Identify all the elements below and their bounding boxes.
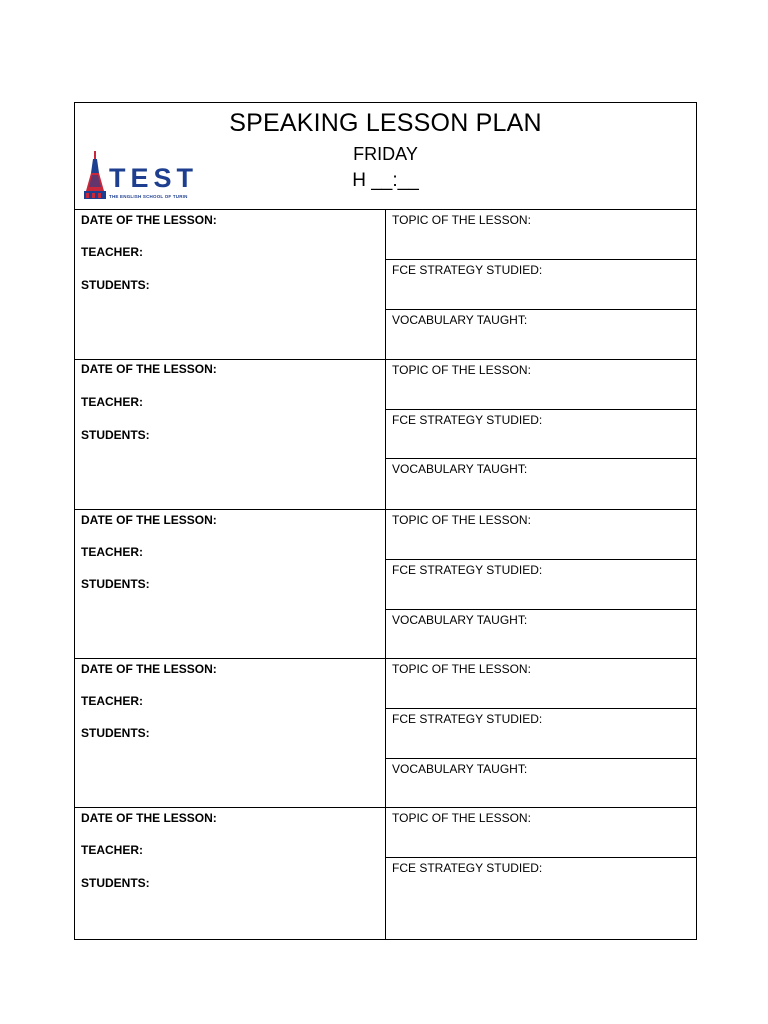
date-label: DATE OF THE LESSON: <box>81 362 217 376</box>
students-label: STUDENTS: <box>81 428 150 442</box>
date-label: DATE OF THE LESSON: <box>81 513 217 527</box>
topic-cell[interactable] <box>386 808 696 858</box>
logo-wordmark: TEST <box>109 163 199 193</box>
strategy-cell[interactable] <box>386 560 696 610</box>
header <box>75 103 696 210</box>
students-label: STUDENTS: <box>81 577 150 591</box>
strategy-cell[interactable] <box>386 410 696 459</box>
vocabulary-cell[interactable] <box>386 459 696 510</box>
strategy-label: FCE STRATEGY STUDIED: <box>392 861 543 875</box>
vocabulary-cell[interactable] <box>386 610 696 659</box>
students-label: STUDENTS: <box>81 876 150 890</box>
lesson-info-cell[interactable] <box>75 510 386 658</box>
vocabulary-label: VOCABULARY TAUGHT: <box>392 462 528 476</box>
topic-cell[interactable] <box>386 510 696 560</box>
date-label: DATE OF THE LESSON: <box>81 811 217 825</box>
date-label: DATE OF THE LESSON: <box>81 213 217 227</box>
lesson-info-cell[interactable] <box>75 808 386 939</box>
topic-label: TOPIC OF THE LESSON: <box>392 363 531 377</box>
lesson-block <box>75 510 696 659</box>
topic-label: TOPIC OF THE LESSON: <box>392 811 531 825</box>
vocabulary-label: VOCABULARY TAUGHT: <box>392 762 528 776</box>
hour-field: H __:__ <box>352 170 419 191</box>
lesson-plan-sheet <box>74 102 697 940</box>
topic-label: TOPIC OF THE LESSON: <box>392 662 531 676</box>
lesson-info-cell[interactable] <box>75 210 386 359</box>
strategy-cell[interactable] <box>386 858 696 939</box>
strategy-cell[interactable] <box>386 709 696 759</box>
lesson-block <box>75 808 696 939</box>
teacher-label: TEACHER: <box>81 245 143 259</box>
lesson-block <box>75 360 696 510</box>
teacher-label: TEACHER: <box>81 545 143 559</box>
teacher-label: TEACHER: <box>81 395 143 409</box>
topic-label: TOPIC OF THE LESSON: <box>392 513 531 527</box>
day-label: FRIDAY <box>353 144 418 164</box>
strategy-label: FCE STRATEGY STUDIED: <box>392 563 543 577</box>
students-label: STUDENTS: <box>81 726 150 740</box>
strategy-label: FCE STRATEGY STUDIED: <box>392 263 543 277</box>
lesson-info-cell[interactable] <box>75 659 386 807</box>
logo-subtitle: THE ENGLISH SCHOOL OF TURIN <box>109 194 188 199</box>
strategy-label: FCE STRATEGY STUDIED: <box>392 413 543 427</box>
vocabulary-cell[interactable] <box>386 759 696 808</box>
topic-cell[interactable] <box>386 360 696 410</box>
teacher-label: TEACHER: <box>81 694 143 708</box>
vocabulary-label: VOCABULARY TAUGHT: <box>392 313 528 327</box>
vocabulary-label: VOCABULARY TAUGHT: <box>392 613 528 627</box>
teacher-label: TEACHER: <box>81 843 143 857</box>
lesson-info-cell[interactable] <box>75 360 386 509</box>
students-label: STUDENTS: <box>81 278 150 292</box>
page-title: SPEAKING LESSON PLAN <box>229 109 542 137</box>
topic-cell[interactable] <box>386 659 696 709</box>
strategy-cell[interactable] <box>386 260 696 310</box>
topic-label: TOPIC OF THE LESSON: <box>392 213 531 227</box>
vocabulary-cell[interactable] <box>386 310 696 360</box>
topic-cell[interactable] <box>386 210 696 260</box>
date-label: DATE OF THE LESSON: <box>81 662 217 676</box>
lesson-block <box>75 210 696 360</box>
strategy-label: FCE STRATEGY STUDIED: <box>392 712 543 726</box>
lesson-block <box>75 659 696 808</box>
